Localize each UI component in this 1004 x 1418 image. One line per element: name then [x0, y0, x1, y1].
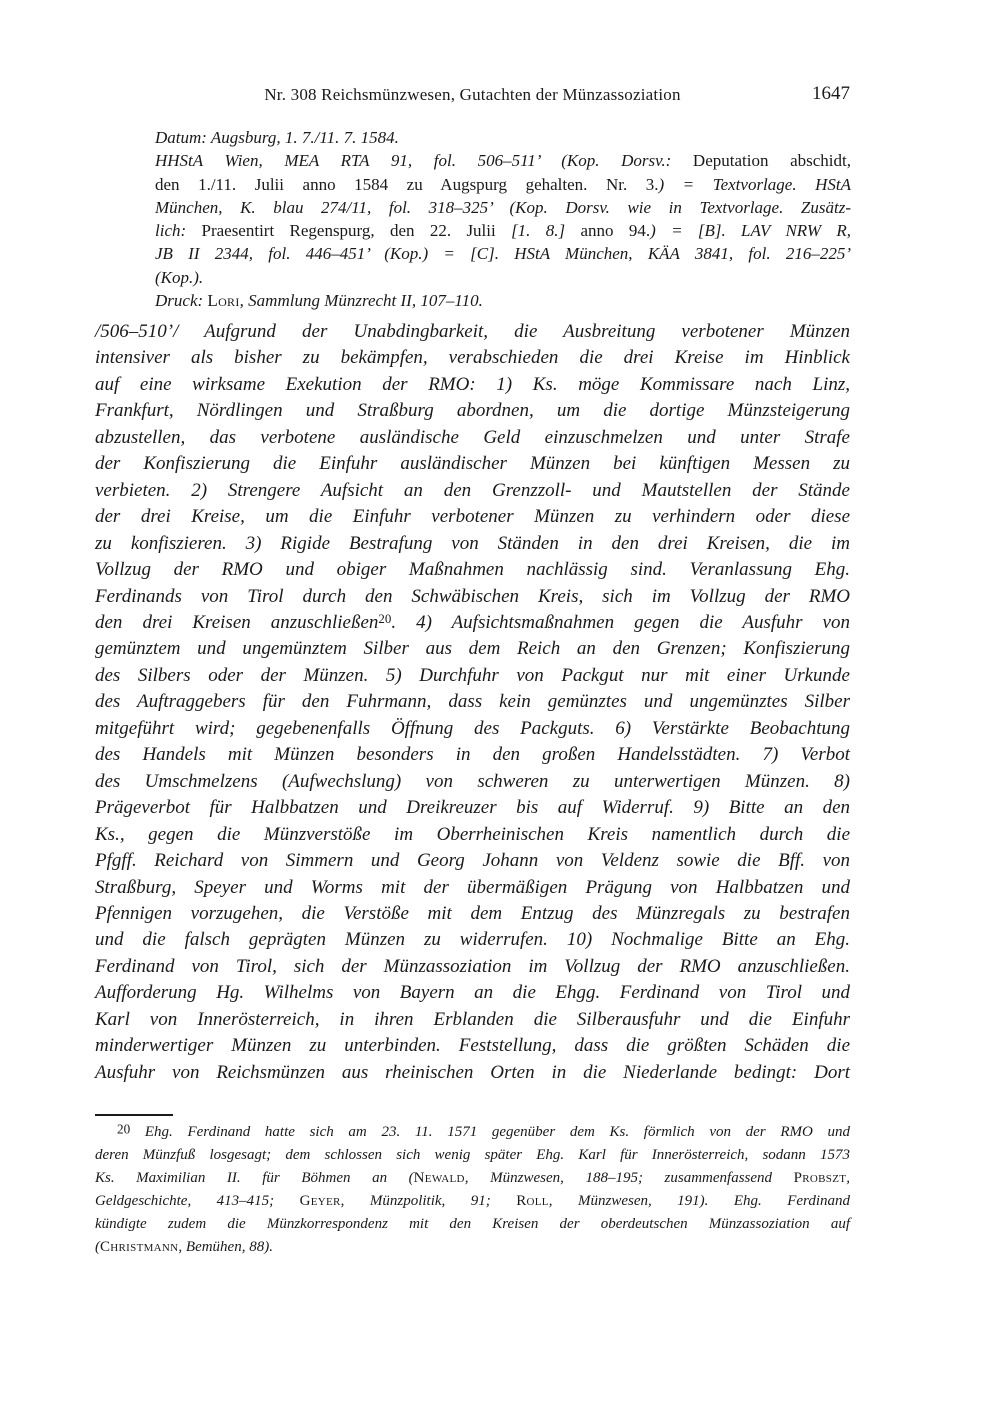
body-line: Frankfurt, Nördlingen und Straßburg abordnen, um die dortige Münzsteigerung [95, 400, 850, 422]
body-line: Pfennigen vorzugehen, die Verstöße mit dem Entzug des Münzregals zu bestrafen [95, 902, 850, 924]
body-line: Pfgff. Reichard von Simmern und Georg Johann von Veldenz sowie die Bff. von [95, 850, 850, 872]
body-line: Ausfuhr von Reichsmünzen aus rheinischen Orten in die Niederlande bedingt: Dort [95, 1061, 850, 1083]
metadata-line: (Kop.). [155, 267, 204, 287]
body-line: der Konfiszierung die Einfuhr ausländischer Münzen bei künftigen Messen zu [95, 453, 850, 475]
metadata-line: lich: Praesentirt Regenspurg, den 22. Julii [1. 8.] anno 94.) = [B]. LAV NRW R, [155, 221, 851, 241]
body-line: des Auftraggebers für den Fuhrmann, dass kein gemünztes und ungemünztes Silber [95, 691, 850, 713]
body-line: gemünztem und ungemünztem Silber aus dem Reich an den Grenzen; Konfiszierung [95, 638, 850, 660]
metadata-line: den 1./11. Julii anno 1584 zu Augspurg gehalten. Nr. 3.) = Textvorlage. HStA [155, 174, 851, 194]
body-line: Aufforderung Hg. Wilhelms von Bayern an die Ehgg. Ferdinand von Tirol und [95, 982, 850, 1004]
body-line: den drei Kreisen anzuschließen$^{20}$. 4) Aufsichtsmaßnahmen gegen die Ausfuhr von [95, 611, 850, 633]
body-line: /506–510’/ Aufgrund der Unabdingbarkeit, die Ausbreitung verbotener Münzen [95, 321, 850, 342]
body-line: Ferdinands von Tirol durch den Schwäbischen Kreis, sich im Vollzug der RMO [95, 585, 850, 607]
running-header-title: Nr. 308 Reichsmünzwesen, Gutachten der Münzassoziation [264, 85, 681, 104]
body-line: Straßburg, Speyer und Worms mit der übermäßigen Prägung von Halbbatzen und [95, 876, 850, 898]
footnote-line: Geldgeschichte, 413–415; Geyer, Münzpolitik, 91; Roll, Münzwesen, 191). Ehg. Ferdinand [95, 1193, 850, 1209]
body-line: intensiver als bisher zu bekämpfen, verabschieden die drei Kreise im Hinblick [95, 347, 850, 369]
body-line: des Silbers oder der Münzen. 5) Durchfuhr von Packgut nur mit einer Urkunde [95, 664, 850, 686]
footnote-line: kündigte zudem die Münzkorrespondenz mit den Kreisen der oberdeutschen Münzassoziation auf [95, 1216, 850, 1232]
footnote-line: (Christmann, Bemühen, 88). [95, 1239, 273, 1255]
metadata-line: HHStA Wien, MEA RTA 91, fol. 506–511’ (Kop. Dorsv.: Deputation abschidt, [155, 151, 851, 171]
footnote-block [95, 1121, 850, 1259]
metadata-line: Datum: Augsburg, 1. 7./11. 7. 1584. [155, 128, 399, 147]
body-line: Prägeverbot für Halbbatzen und Dreikreuzer bis auf Widerruf. 9) Bitte an den [95, 797, 850, 819]
body-line: abzustellen, das verbotene ausländische Geld einzuschmelzen und unter Strafe [95, 426, 850, 448]
footnote-line: 20 Ehg. Ferdinand hatte sich am 23. 11. 1571 gegenüber dem Ks. förmlich von der RMO und [117, 1121, 850, 1140]
body-text-block [95, 319, 850, 1086]
body-line: des Umschmelzens (Aufwechslung) von schweren zu unterwertigen Münzen. 8) [95, 770, 850, 792]
body-line: mitgeführt wird; gegebenenfalls Öffnung des Packguts. 6) Verstärkte Beobachtung [95, 717, 850, 739]
body-line: auf eine wirksame Exekution der RMO: 1) Ks. möge Kommissare nach Linz, [95, 373, 850, 395]
body-line: des Handels mit Münzen besonders in den großen Handelsstädten. 7) Verbot [95, 744, 850, 766]
footnote-line: deren Münzfuß losgesagt; dem schlossen sich wenig später Ehg. Karl für Innerösterreich, sodann 1573 [95, 1147, 850, 1163]
footnote-separator-rule [95, 1114, 173, 1116]
page-number: 1647 [812, 83, 850, 104]
body-line: und die falsch geprägten Münzen zu widerrufen. 10) Nochmalige Bitte an Ehg. [95, 929, 850, 951]
running-header [95, 85, 850, 109]
source-metadata-block [155, 126, 851, 312]
body-line: Ferdinand von Tirol, sich der Münzassoziation im Vollzug der RMO anzuschließen. [95, 955, 850, 977]
body-line: der drei Kreise, um die Einfuhr verbotener Münzen zu verhindern oder diese [95, 506, 850, 528]
metadata-line: Druck: Lori, Sammlung Münzrecht II, 107–110. [155, 291, 483, 311]
body-line: zu konfiszieren. 3) Rigide Bestrafung von Ständen in den drei Kreisen, die im [95, 532, 850, 554]
body-line: verbieten. 2) Strengere Aufsicht an den Grenzzoll- und Mautstellen der Stände [95, 479, 850, 501]
footnote-line: Ks. Maximilian II. für Böhmen an (Newald, Münzwesen, 188–195; zusammenfassend Probszt, [95, 1170, 851, 1186]
body-line: minderwertiger Münzen zu unterbinden. Feststellung, dass die größten Schäden die [95, 1035, 850, 1057]
metadata-line: München, K. blau 274/11, fol. 318–325’ (Kop. Dorsv. wie in Textvorlage. Zusätz- [155, 197, 851, 217]
body-line: Karl von Innerösterreich, in ihren Erblanden die Silberausfuhr und die Einfuhr [95, 1008, 850, 1030]
body-line: Vollzug der RMO und obiger Maßnahmen nachlässig sind. Veranlassung Ehg. [95, 559, 850, 581]
metadata-line: JB II 2344, fol. 446–451’ (Kop.) = [C]. HStA München, KÄA 3841, fol. 216–225’ [155, 244, 851, 264]
body-line: Ks., gegen die Münzverstöße im Oberrheinischen Kreis namentlich durch die [95, 823, 850, 845]
